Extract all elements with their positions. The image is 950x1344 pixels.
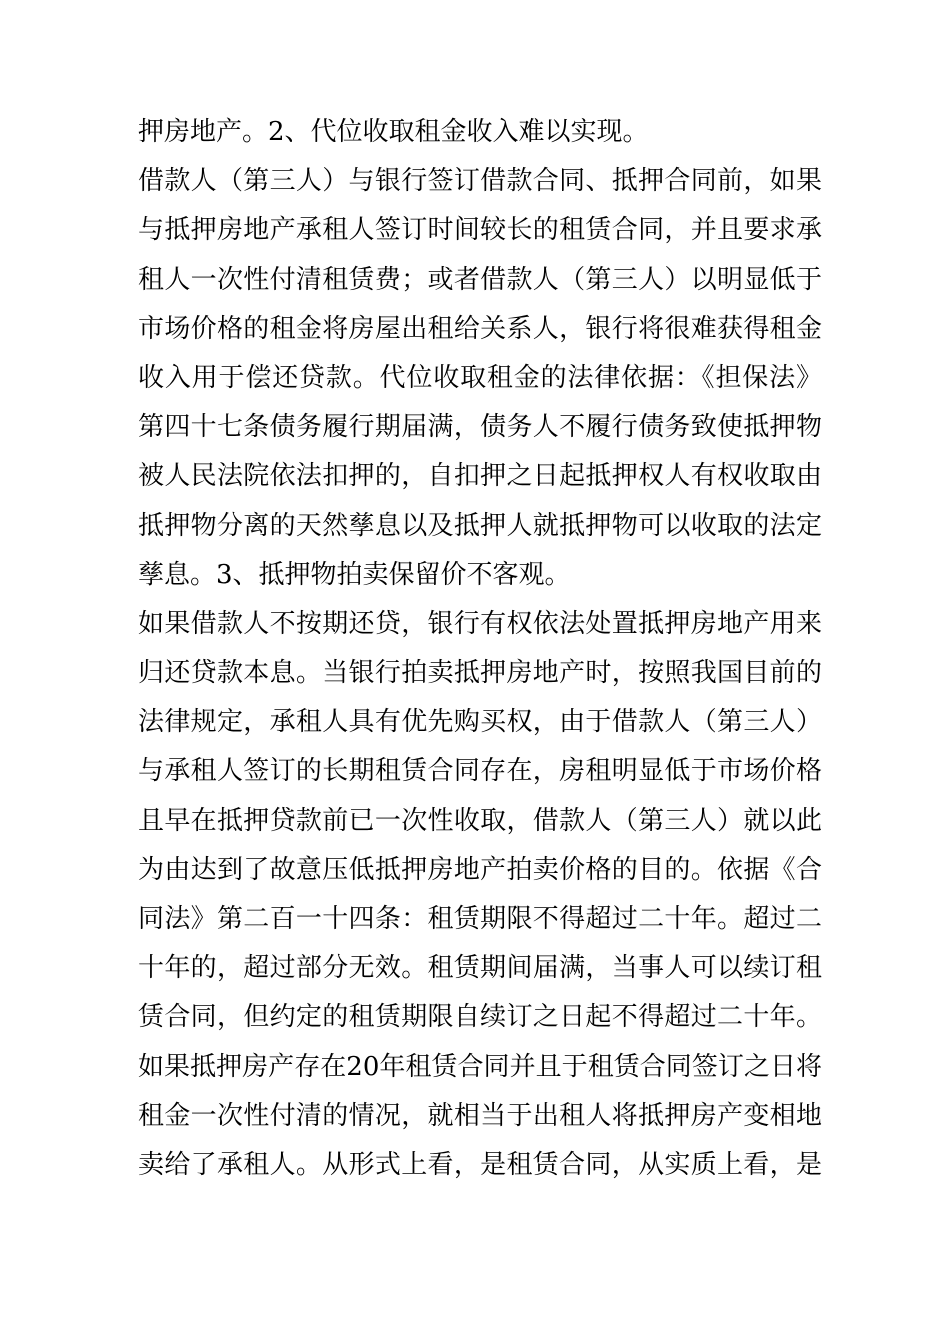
text-line: 市场价格的租金将房屋出租给关系人，银行将很难获得租金 xyxy=(138,313,822,344)
text-line: 为由达到了故意压低抵押房地产拍卖价格的目的。依据《合 xyxy=(138,854,822,885)
text-line: 押房地产。2、代位收取租金收入难以实现。 xyxy=(138,117,649,147)
text-line: 法律规定，承租人具有优先购买权，由于借款人（第三人） xyxy=(138,707,822,738)
text-line: 卖给了承租人。从形式上看，是租赁合同，从实质上看，是 xyxy=(138,1149,822,1180)
text-line: 与承租人签订的长期租赁合同存在，房租明显低于市场价格 xyxy=(138,756,822,787)
text-line: 租人一次性付清租赁费；或者借款人（第三人）以明显低于 xyxy=(138,264,822,295)
text-line: 租金一次性付清的情况，就相当于出租人将抵押房产变相地 xyxy=(138,1100,822,1131)
text-line: 归还贷款本息。当银行拍卖抵押房地产时，按照我国目前的 xyxy=(138,658,822,689)
text-line: 如果借款人不按期还贷，银行有权依法处置抵押房地产用来 xyxy=(138,608,822,639)
text-line: 如果抵押房产存在20年租赁合同并且于租赁合同签订之日将 xyxy=(138,1051,822,1082)
text-line: 且早在抵押贷款前已一次性收取，借款人（第三人）就以此 xyxy=(138,805,822,836)
text-line: 第四十七条债务履行期届满，债务人不履行债务致使抵押物 xyxy=(138,412,822,443)
text-line: 赁合同，但约定的租赁期限自续订之日起不得超过二十年。 xyxy=(138,1002,822,1033)
text-line: 与抵押房地产承租人签订时间较长的租赁合同，并且要求承 xyxy=(138,215,822,246)
text-line: 同法》第二百一十四条：租赁期限不得超过二十年。超过二 xyxy=(138,904,822,934)
text-line: 借款人（第三人）与银行签订借款合同、抵押合同前，如果 xyxy=(138,166,822,197)
text-line: 被人民法院依法扣押的，自扣押之日起抵押权人有权收取由 xyxy=(138,461,822,492)
text-line: 十年的，超过部分无效。租赁期间届满，当事人可以续订租 xyxy=(138,953,822,984)
text-line: 收入用于偿还贷款。代位收取租金的法律依据：《担保法》 xyxy=(138,362,822,393)
text-line: 孳息。3、抵押物拍卖保留价不客观。 xyxy=(138,559,571,590)
text-line: 抵押物分离的天然孳息以及抵押人就抵押物可以收取的法定 xyxy=(138,510,822,541)
document-body xyxy=(138,108,822,1190)
